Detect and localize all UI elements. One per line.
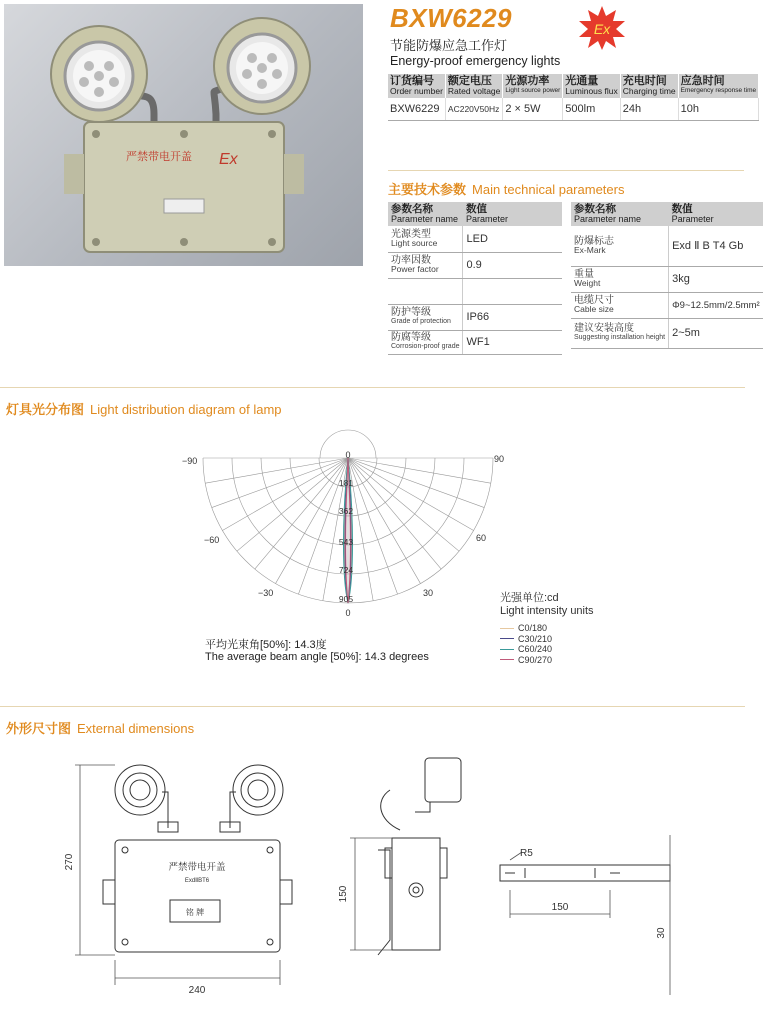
dim-bracket-width: 150	[551, 902, 569, 913]
param-row: 建议安装高度 Suggesting installation height 2~5m	[571, 318, 763, 348]
param-row: 防爆标志 Ex-Mark Exd Ⅱ B T4 Gb	[571, 226, 763, 266]
ex-burst-icon	[578, 6, 626, 50]
angle-label-l90: −90	[182, 456, 198, 466]
legend-item	[500, 634, 594, 645]
dim-radius: R5	[520, 848, 533, 859]
dim-width: 240	[188, 985, 206, 996]
order-header-cell: 光通量 Luminous flux	[563, 74, 620, 98]
order-row	[388, 98, 759, 121]
angle-label-top: 0	[345, 450, 351, 460]
order-cell: 2 × 5W	[503, 98, 563, 121]
photo-ex-label: Ex	[219, 151, 238, 168]
param-row: 电缆尺寸 Cable size Φ9~12.5mm/2.5mm²	[571, 292, 763, 318]
order-header-cell: 应急时间 Emergency response time	[678, 74, 759, 98]
param-row	[388, 278, 562, 304]
radial-label: 724	[338, 565, 354, 575]
legend-swatch	[500, 649, 514, 650]
angle-label-r30: 30	[423, 588, 434, 598]
dimension-lines	[75, 765, 670, 995]
angle-label-r90: 90	[494, 454, 505, 464]
lamp-photo-illustration	[4, 4, 363, 266]
section-divider	[388, 170, 744, 171]
params-table-left	[388, 202, 562, 355]
order-cell: 10h	[678, 98, 759, 121]
side-view-drawing	[378, 758, 461, 955]
photo-cover-label: 严禁带电开盖	[126, 151, 192, 163]
product-photo	[4, 4, 363, 266]
param-header-value: 数值 Parameter	[669, 202, 763, 226]
legend-label: C30/210	[518, 633, 553, 644]
dimension-drawings	[0, 750, 750, 1015]
angle-label-r60: 60	[476, 533, 487, 543]
param-row: 防腐等级 Corrosion-proof grade WF1	[388, 330, 562, 354]
model-number: BXW6229	[390, 3, 512, 33]
angle-label-l60: −60	[204, 535, 220, 545]
drawing-ex-label: ExdⅡBT6	[184, 878, 210, 884]
dims-section-title: 外形尺寸图 External dimensions	[6, 721, 195, 736]
radial-label: 362	[338, 506, 354, 516]
order-header-cell: 光源功率 Light source power	[503, 74, 563, 98]
param-row: 光源类型 Light source LED	[388, 226, 562, 252]
param-row: 防护等级 Grade of protection IP66	[388, 304, 562, 330]
radial-label: 905	[338, 594, 354, 604]
order-cell: 500lm	[563, 98, 620, 121]
angle-label-bottom: 0	[345, 608, 351, 618]
units-cn: 光强单位:cd	[500, 592, 559, 604]
legend-swatch	[500, 659, 514, 660]
order-cell: 24h	[620, 98, 678, 121]
legend-label: C60/240	[518, 644, 553, 654]
order-cell: BXW6229	[388, 98, 445, 121]
params-table-right	[571, 202, 763, 349]
dim-height: 270	[64, 853, 75, 871]
legend-item	[500, 644, 594, 655]
light-distribution-diagram	[180, 448, 540, 623]
order-cell: AC220V50Hz	[445, 98, 502, 121]
param-header-name: 参数名称 Parameter name	[388, 202, 463, 226]
units-en: Light intensity units	[500, 605, 594, 617]
beam-angle-cn: 平均光束角[50%]: 14.3度	[205, 639, 327, 651]
bracket-view-drawing	[500, 865, 670, 881]
drawing-cover-label: 严禁带电开盖	[168, 862, 226, 873]
order-header-cell: 额定电压 Rated voltage	[445, 74, 502, 98]
legend-label: C90/270	[518, 654, 553, 665]
radial-label: 543	[338, 537, 354, 547]
product-title-en: Energy-proof emergency lights	[390, 54, 561, 68]
light-section-title: 灯具光分布图 Light distribution diagram of lamp	[6, 402, 282, 417]
legend-swatch	[500, 638, 514, 639]
order-table	[388, 74, 759, 121]
ex-badge-text: Ex	[593, 21, 611, 37]
dim-side-height: 150	[338, 885, 349, 903]
legend-label: C0/180	[518, 623, 548, 633]
section-divider	[0, 387, 745, 388]
beam-angle-en: The average beam angle [50%]: 14.3 degrees	[205, 651, 429, 663]
angle-label-l30: −30	[258, 588, 274, 598]
dim-bracket-thickness: 30	[656, 927, 667, 939]
front-view-drawing	[103, 765, 292, 952]
param-row: 功率因数 Power factor 0.9	[388, 252, 562, 278]
param-header-value: 数值 Parameter	[463, 202, 562, 226]
legend-item	[500, 655, 594, 666]
section-divider	[0, 706, 745, 707]
legend-item	[500, 623, 594, 634]
product-title-cn: 节能防爆应急工作灯	[390, 38, 508, 53]
legend-swatch	[500, 628, 514, 629]
radial-label: 181	[338, 478, 354, 488]
param-header-name: 参数名称 Parameter name	[571, 202, 669, 226]
intensity-legend	[500, 589, 594, 665]
order-header-cell: 充电时间 Charging time	[620, 74, 678, 98]
tech-section-title: 主要技术参数 Main technical parameters	[388, 182, 625, 197]
order-header-cell: 订货编号 Order number	[388, 74, 445, 98]
drawing-nameplate: 铭 牌	[185, 908, 205, 917]
param-row: 重量 Weight 3kg	[571, 266, 763, 292]
